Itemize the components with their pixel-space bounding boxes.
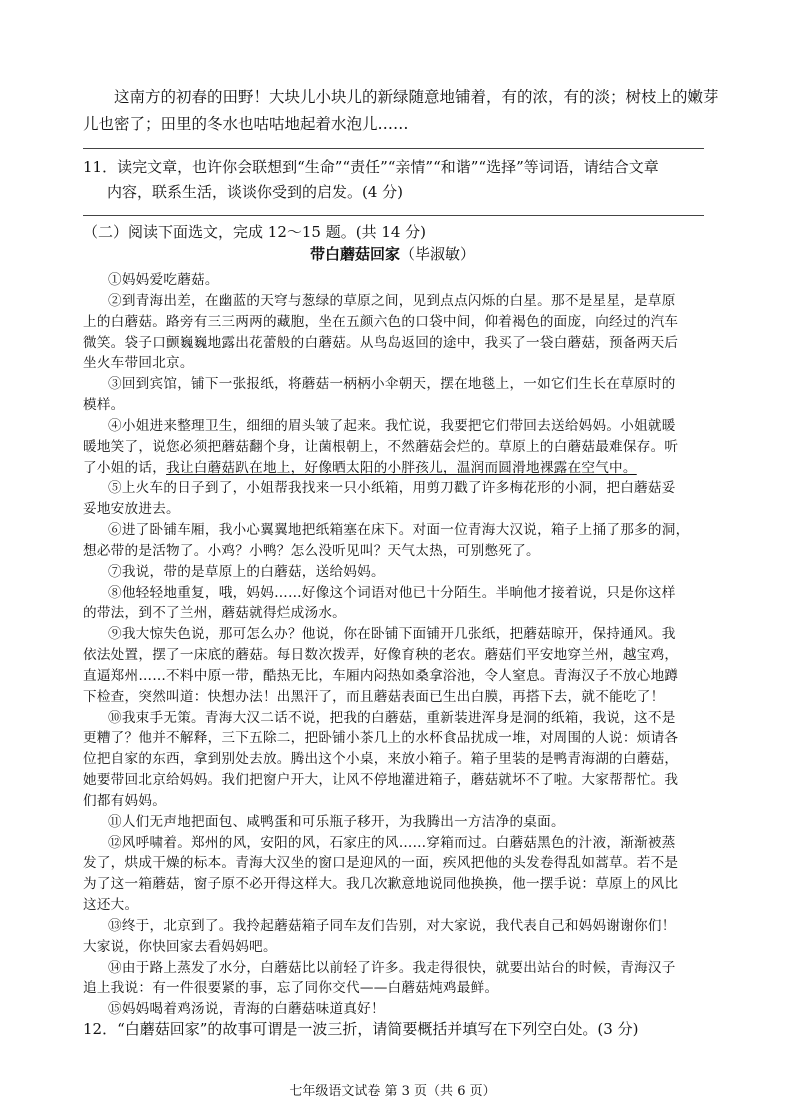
- body-line: 这还大。: [83, 897, 139, 913]
- body-line: 大家说，你快回家去看妈妈吧。: [83, 938, 277, 955]
- body-line-prefix: 了小姐的话，: [83, 459, 167, 476]
- body-line: 追上我说：有一件很要紧的事，忘了同你交代——白蘑菇炖鸡最鲜。: [83, 980, 499, 997]
- body-line: 们都有妈妈。: [83, 792, 167, 809]
- body-line: ⑬终于，北京到了。我拎起蘑菇箱子同车友们告别，对大家说，我代表自己和妈妈谢谢你们！: [108, 917, 676, 934]
- body-line: ⑪人们无声地把面包、咸鸭蛋和可乐瓶子移开，为我腾出一方洁净的桌面。: [108, 813, 565, 830]
- body-line: ④小姐进来整理卫生，细细的眉头皱了起来。我忙说，我要把它们带回去送给妈妈。小姐就暖: [108, 417, 676, 434]
- body-line: 位把自家的东西，拿到别处去放。腾出这个小桌，来放小箱子。箱子里装的是鸭青海湖的白蘑菇，: [83, 751, 679, 768]
- body-line: 想必带的是活物了。小鸡？小鸭？怎么没听见叫？天气太热，可别憋死了。: [83, 542, 540, 559]
- divider-1: [83, 148, 704, 149]
- body-line: 微笑。袋子口颤巍巍地露出花蕾般的白蘑菇。从鸟岛返回的途中，我买了一袋白蘑菇，预备两天后: [83, 334, 679, 351]
- q12-prompt: 12．“白蘑菇回家”的故事可谓是一波三折，请简要概括并填写在下列空白处。(3 分): [83, 1020, 639, 1038]
- body-line: ⑦我说，带的是草原上的白蘑菇，送给妈妈。: [108, 563, 385, 580]
- author-text: （毕淑敏）: [400, 245, 476, 263]
- body-line: 更糟了？他并不解释，三下五除二，把卧铺小茶几上的水杯食品扰成一堆，对周围的人说：烦请各: [83, 730, 679, 747]
- divider-2: [83, 215, 704, 216]
- body-line: 下检查，突然叫道：快想办法！出黑汗了，而且蘑菇表面已生出白膜，再搭下去，就不能吃了！: [83, 688, 665, 705]
- article-title: [0, 243, 785, 264]
- page-footer: 七年级语文试卷 第 3 页（共 6 页）: [289, 1084, 496, 1099]
- body-line: ③回到宾馆，铺下一张报纸，将蘑菇一柄柄小伞朝天，摆在地毯上，一如它们生长在草原时的: [108, 376, 676, 393]
- body-line: 的带法，到不了兰州，蘑菇就得烂成汤水。: [83, 605, 347, 622]
- body-line: 暖地笑了，说您必须把蘑菇翻个身，让菌根朝上，不然蘑菇会烂的。草原上的白蘑菇最难保存。听: [83, 438, 679, 455]
- body-line: 她要带回北京给妈妈。我们把窗户开大，让风不停地灌进箱子，蘑菇就坏不了啦。大家帮帮忙。我: [83, 772, 679, 788]
- body-line: ⑫风呼啸着。郑州的风，安阳的风，石家庄的风……穿箱而过。白蘑菇黑色的汁液，渐渐被蒸: [108, 834, 676, 851]
- intro-line-1: 这南方的初春的田野！大块儿小块儿的新绿随意地铺着，有的浓，有的淡；树枝上的嫩芽: [114, 88, 719, 106]
- body-line: ⑩我束手无策。青海大汉二话不说，把我的白蘑菇，重新装进浑身是洞的纸箱，我说，这不是: [108, 709, 676, 726]
- body-line: 上的白蘑菇。路旁有三三两两的藏胞，坐在五颜六色的口袋中间，仰着褐色的面庞，向经过的汽车: [83, 313, 679, 330]
- body-line: 为了这一箱蘑菇，窗子原不必开得这样大。我几次歉意地说同他换换，他一摆手说：草原上的风比: [83, 876, 679, 893]
- body-line: ⑭由于路上蒸发了水分，白蘑菇比以前轻了许多。我走得很快，就要出站台的时候，青海汉子: [108, 959, 676, 976]
- body-line: ⑤上火车的日子到了，小姐帮我找来一只小纸箱，用剪刀戳了许多梅花形的小洞，把白蘑菇妥: [108, 480, 676, 497]
- body-line: 直逼郑州……不料中原一带，酷热无比，车厢内闷热如桑拿浴池，令人窒息。青海汉子不放心地蹲: [83, 667, 679, 684]
- body-line-with-underline: [83, 456, 637, 476]
- underlined-sentence: 我让白蘑菇趴在地上，好像晒太阳的小胖孩儿，温润而圆滑地裸露在空气中。: [166, 459, 637, 476]
- body-line: 依法处置，摆了一床底的蘑菇。每日数次拨弄，好像育秧的老农。蘑菇们平安地穿兰州，越宝鸡，: [83, 647, 679, 663]
- body-line: 发了，烘成干燥的标本。青海大汉坐的窗口是迎风的一面，疾风把他的头发卷得乱如蒿草。若不是: [83, 855, 679, 872]
- body-line: 妥地安放进去。: [83, 501, 180, 518]
- q11-line-2: 内容，联系生活，谈谈你受到的启发。(4 分): [107, 183, 404, 201]
- body-line: ⑥进了卧铺车厢，我小心翼翼地把纸箱塞在床下。对面一位青海大汉说，箱子上捅了那多的洞，: [108, 522, 690, 538]
- body-line: ⑧他轻轻地重复，哦，妈妈……好像这个词语对他已十分陌生。半晌他才接着说，只是你这样: [108, 584, 676, 601]
- intro-line-2: 儿也密了；田里的冬水也咕咕地起着水泡儿……: [83, 115, 409, 133]
- q11-line-1: 11．读完文章，也许你会联想到“生命”“责任”“亲情”“和谐”“选择”等词语，请结合文章: [83, 158, 659, 176]
- body-line: ⑨我大惊失色说，那可怎么办？他说，你在卧铺下面铺开几张纸，把蘑菇晾开，保持通风。我: [108, 626, 676, 643]
- title-text: 带白蘑菇回家: [309, 245, 400, 263]
- body-line: ⑮妈妈喝着鸡汤说，青海的白蘑菇味道真好！: [108, 1001, 385, 1018]
- body-line: 坐火车带回北京。: [83, 355, 194, 372]
- body-line: 模样。: [83, 397, 125, 413]
- section-heading: （二）阅读下面选文，完成 12～15 题。(共 14 分): [83, 223, 427, 241]
- body-line: ②到青海出差，在幽蓝的天穹与葱绿的草原之间，见到点点闪烁的白星。那不是星星，是草原: [108, 292, 676, 309]
- body-line: ①妈妈爱吃蘑菇。: [108, 272, 219, 288]
